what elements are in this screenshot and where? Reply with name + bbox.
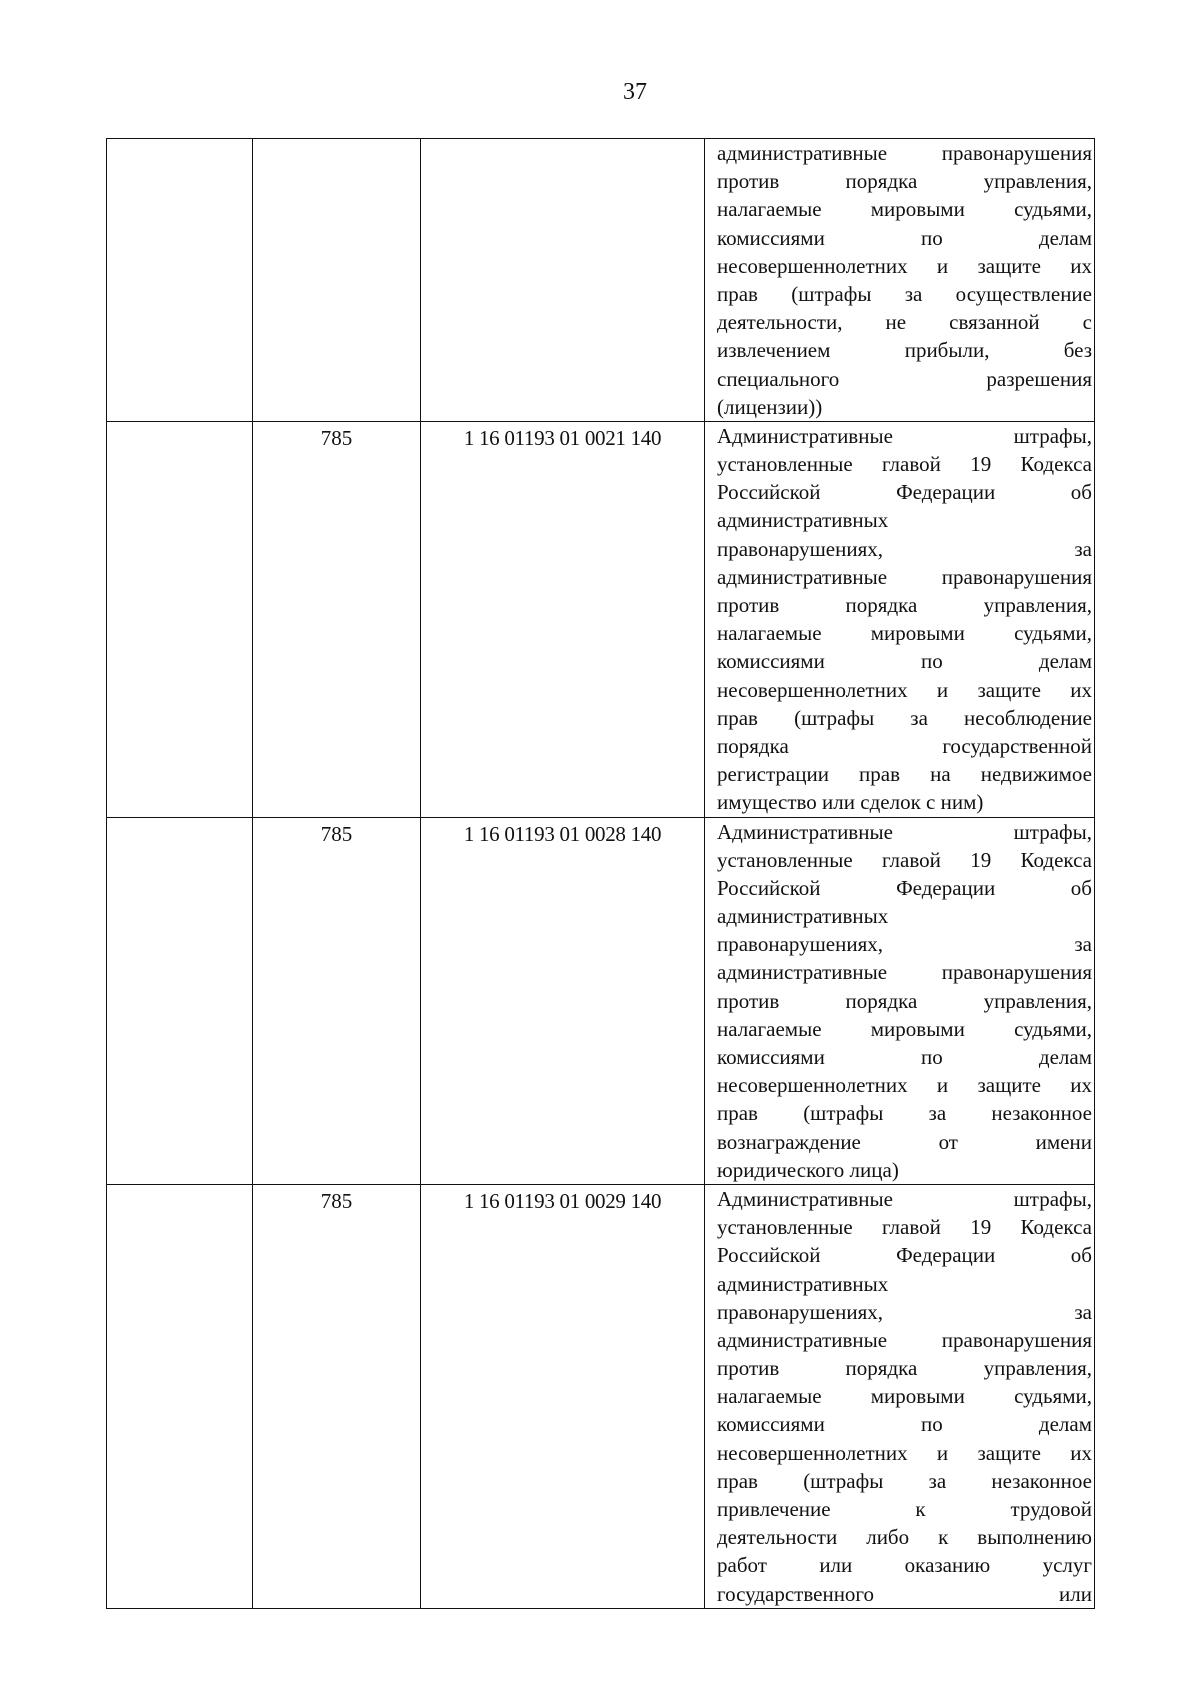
description-line: административных	[717, 904, 889, 929]
description-line: извлечением прибыли, без	[717, 338, 1092, 363]
description-line: налагаемые мировыми судьями,	[717, 197, 1092, 222]
budget-code-cell	[421, 139, 705, 422]
empty-cell	[107, 139, 253, 422]
page-number: 37	[623, 79, 647, 105]
description-line: налагаемые мировыми судьями,	[717, 1016, 1092, 1041]
description-line: деятельности либо к выполнению	[717, 1525, 1092, 1550]
description-line: (лицензии))	[717, 394, 823, 419]
description-line: правонарушениях, за	[717, 1299, 1092, 1324]
empty-cell	[107, 421, 253, 817]
description-line: государственного или	[717, 1581, 1092, 1606]
description-line: Российской Федерации об	[717, 1243, 1092, 1268]
description-line: против порядка управления,	[717, 169, 1092, 194]
table-row	[107, 139, 1095, 422]
table-body	[107, 139, 1095, 1609]
description-line: комиссиями по делам	[717, 225, 1092, 250]
description-line: деятельности, не связанной с	[717, 310, 1092, 335]
description-line: прав (штрафы за несоблюдение	[717, 705, 1092, 730]
description-line: несовершеннолетних и защите их	[717, 253, 1092, 278]
empty-cell	[107, 1184, 253, 1608]
budget-codes-table	[106, 138, 1095, 1609]
description-line: административные правонарушения	[717, 1327, 1092, 1352]
description-cell	[705, 817, 1095, 1184]
description-line: специального разрешения	[717, 366, 1092, 391]
description-line: административные правонарушения	[717, 960, 1092, 985]
table-row	[107, 817, 1095, 1184]
description-cell	[705, 139, 1095, 422]
budget-code-cell: 1 16 01193 01 0028 140	[421, 817, 705, 1184]
description-line: прав (штрафы за незаконное	[717, 1468, 1092, 1493]
description-line: правонарушениях, за	[717, 932, 1092, 957]
description-line: правонарушениях, за	[717, 536, 1092, 561]
admin-code-cell	[253, 139, 421, 422]
budget-code-cell: 1 16 01193 01 0021 140	[421, 421, 705, 817]
description-line: Административные штрафы,	[717, 423, 1092, 448]
description-line: прав (штрафы за незаконное	[717, 1101, 1092, 1126]
description-line: установленные главой 19 Кодекса	[717, 847, 1092, 872]
description-line: Российской Федерации об	[717, 875, 1092, 900]
admin-code-cell: 785	[253, 1184, 421, 1608]
table-row	[107, 421, 1095, 817]
description-line: установленные главой 19 Кодекса	[717, 452, 1092, 477]
description-line: налагаемые мировыми судьями,	[717, 621, 1092, 646]
description-line: против порядка управления,	[717, 593, 1092, 617]
description-line: Административные штрафы,	[717, 819, 1092, 844]
description-line: регистрации прав на недвижимое	[717, 762, 1092, 787]
description-line: административные правонарушения	[717, 141, 1092, 165]
description-line: работ или оказанию услуг	[717, 1553, 1092, 1578]
description-line: установленные главой 19 Кодекса	[717, 1215, 1092, 1240]
description-line: комиссиями по делам	[717, 1045, 1092, 1069]
description-line: несовершеннолетних и защите их	[717, 1440, 1092, 1465]
description-line: административных	[717, 1271, 889, 1296]
description-cell	[705, 421, 1095, 817]
description-line: комиссиями по делам	[717, 649, 1092, 674]
description-line: вознаграждение от имени	[717, 1129, 1092, 1154]
description-line: налагаемые мировыми судьями,	[717, 1384, 1092, 1409]
description-line: имущество или сделок с ним)	[717, 790, 984, 815]
admin-code-cell: 785	[253, 421, 421, 817]
description-line: комиссиями по делам	[717, 1412, 1092, 1437]
description-line: привлечение к трудовой	[717, 1497, 1092, 1521]
description-line: Административные штрафы,	[717, 1186, 1092, 1211]
description-line: несовершеннолетних и защите их	[717, 1073, 1092, 1098]
table-row	[107, 1184, 1095, 1608]
budget-code-cell: 1 16 01193 01 0029 140	[421, 1184, 705, 1608]
empty-cell	[107, 817, 253, 1184]
description-line: административных	[717, 508, 889, 533]
description-line: несовершеннолетних и защите их	[717, 677, 1092, 702]
description-line: Российской Федерации об	[717, 480, 1092, 505]
admin-code-cell: 785	[253, 817, 421, 1184]
description-line: против порядка управления,	[717, 988, 1092, 1013]
description-line: прав (штрафы за осуществление	[717, 281, 1092, 306]
description-cell	[705, 1184, 1095, 1608]
description-line: административные правонарушения	[717, 564, 1092, 589]
description-line: против порядка управления,	[717, 1356, 1092, 1381]
description-line: юридического лица)	[717, 1157, 899, 1182]
description-line: порядка государственной	[717, 733, 1092, 758]
